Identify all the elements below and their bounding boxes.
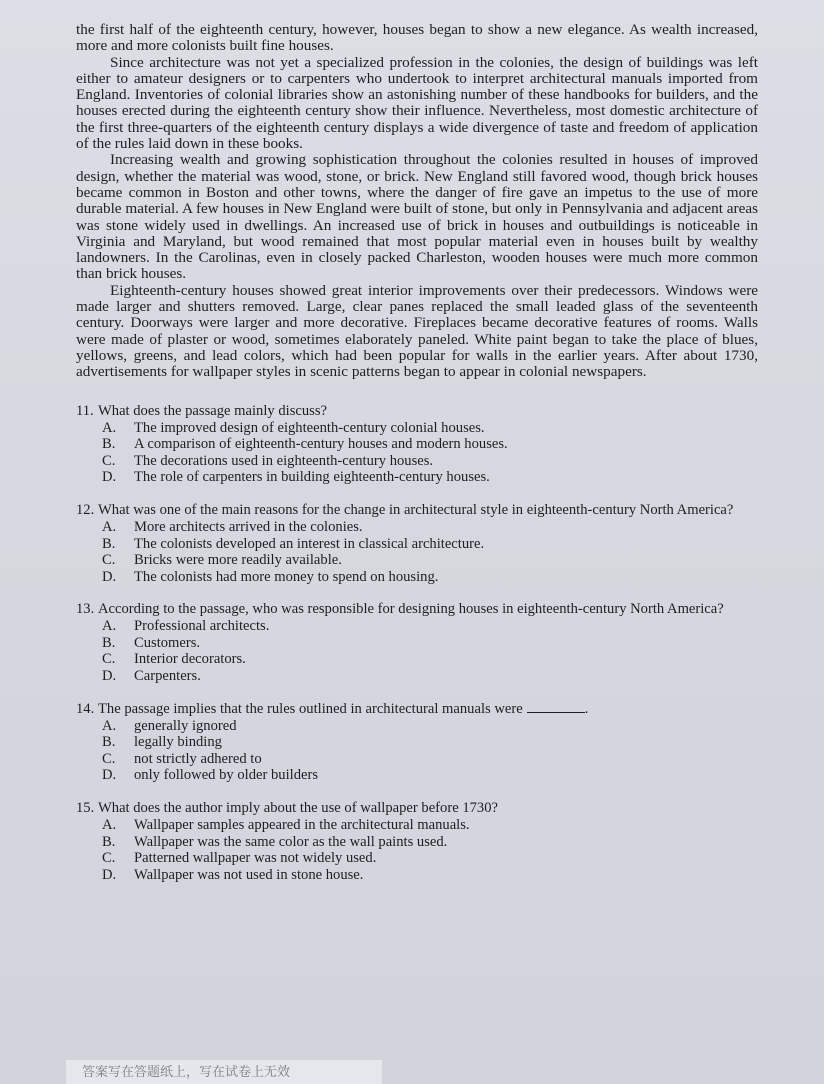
- passage-paragraph-4: Eighteenth-century houses showed great interior improvements over their predecessors. Windows were made larger and shutters removed. Large, clear panes replaced the small leaded glass of the seventeenth century. Doorways were larger and more decorative. Fireplaces became decorative features of rooms. Walls were made of plaster or wood, sometimes elaborately paneled. White paint began to take the place of blues, yellows, greens, and lead colors, which had been popular for walls in the earlier years. After about 1730, advertisements for wallpaper styles in scenic patterns began to appear in colonial newspapers.: [76, 281, 758, 381]
- option-a: [102, 817, 758, 834]
- option-text: Wallpaper was the same color as the wall paints used.: [134, 833, 448, 850]
- option-letter: B.: [102, 436, 116, 453]
- question-14: [76, 701, 758, 784]
- option-c: [102, 751, 758, 768]
- option-letter: D.: [102, 568, 117, 585]
- option-a: [102, 420, 758, 437]
- option-text: not strictly adhered to: [134, 750, 262, 767]
- option-letter: C.: [102, 552, 116, 569]
- option-letter: A.: [102, 618, 117, 635]
- option-d: [102, 569, 758, 586]
- question-15: [76, 800, 758, 883]
- question-text: According to the passage, who was responsible for designing houses in eighteenth-century North America?: [98, 601, 724, 618]
- option-d: [102, 469, 758, 486]
- question-number: 14.: [76, 700, 95, 717]
- question-text: What was one of the main reasons for the change in architectural style in eighteenth-century North America?: [98, 501, 734, 518]
- option-a: [102, 519, 758, 536]
- answer-sheet-note: 答案写在答题纸上，写在试卷上无效: [66, 1060, 382, 1084]
- option-d: [102, 867, 758, 884]
- option-letter: B.: [102, 634, 116, 651]
- option-text: The colonists had more money to spend on housing.: [134, 568, 439, 585]
- option-text: A comparison of eighteenth-century houses and modern houses.: [134, 436, 508, 453]
- option-letter: A.: [102, 817, 117, 834]
- question-number: 13.: [76, 601, 95, 618]
- passage-paragraph-1: the first half of the eighteenth century, however, houses began to show a new elegance. As wealth increased, more and more colonists built fine houses.: [76, 21, 758, 55]
- option-text: only followed by older builders: [134, 767, 319, 784]
- question-stem: [76, 403, 758, 420]
- option-c: [102, 850, 758, 867]
- question-number: 11.: [76, 402, 94, 419]
- option-letter: C.: [102, 651, 116, 668]
- option-text: The role of carpenters in building eighteenth-century houses.: [134, 469, 490, 486]
- option-letter: C.: [102, 452, 116, 469]
- option-text: Professional architects.: [134, 618, 270, 635]
- option-letter: D.: [102, 668, 117, 685]
- question-12: [76, 502, 758, 585]
- option-list: [76, 519, 758, 585]
- option-list: [76, 618, 758, 684]
- option-list: [76, 817, 758, 883]
- option-letter: B.: [102, 535, 116, 552]
- option-text: Bricks were more readily available.: [134, 552, 342, 569]
- option-a: [102, 618, 758, 635]
- option-text: More architects arrived in the colonies.: [134, 518, 363, 535]
- question-stem: [76, 601, 758, 618]
- option-text: The colonists developed an interest in classical architecture.: [134, 535, 485, 552]
- option-text: generally ignored: [134, 717, 237, 734]
- option-c: [102, 552, 758, 569]
- option-text: The decorations used in eighteenth-century houses.: [134, 452, 434, 469]
- option-letter: C.: [102, 750, 116, 767]
- option-letter: D.: [102, 767, 117, 784]
- question-number: 15.: [76, 800, 95, 817]
- option-letter: D.: [102, 866, 117, 883]
- question-text: The passage implies that the rules outlined in architectural manuals were: [98, 700, 523, 717]
- option-letter: A.: [102, 419, 117, 436]
- question-stem: [76, 701, 758, 718]
- option-text: Customers.: [134, 634, 201, 651]
- question-stem: [76, 800, 758, 817]
- question-number: 12.: [76, 501, 95, 518]
- question-stem-end: .: [584, 700, 589, 717]
- option-text: legally binding: [134, 734, 222, 751]
- option-letter: C.: [102, 850, 116, 867]
- option-b: [102, 536, 758, 553]
- option-list: [76, 718, 758, 784]
- option-b: [102, 834, 758, 851]
- option-d: [102, 668, 758, 685]
- option-text: Interior decorators.: [134, 651, 246, 668]
- option-b: [102, 734, 758, 751]
- option-b: [102, 436, 758, 453]
- option-c: [102, 651, 758, 668]
- option-c: [102, 453, 758, 470]
- option-text: Wallpaper was not used in stone house.: [134, 866, 364, 883]
- question-text: What does the passage mainly discuss?: [98, 402, 327, 419]
- option-d: [102, 767, 758, 784]
- option-letter: A.: [102, 717, 117, 734]
- option-text: Patterned wallpaper was not widely used.: [134, 850, 377, 867]
- option-letter: A.: [102, 518, 117, 535]
- option-letter: D.: [102, 469, 117, 486]
- option-text: Wallpaper samples appeared in the architectural manuals.: [134, 817, 470, 834]
- passage-paragraph-2: Since architecture was not yet a specialized profession in the colonies, the design of buildings was left either to amateur designers or to carpenters who undertook to interpret architectural manuals imported from England. Inventories of colonial libraries show an astonishing number of these handbooks for builders, and the houses erected during the eighteenth century show their influence. Nevertheless, most domestic architecture of the first three-quarters of the eighteenth century displays a wide divergence of taste and freedom of application of the rules laid down in these books.: [76, 53, 758, 153]
- question-stem: [76, 502, 758, 519]
- option-text: Carpenters.: [134, 668, 201, 685]
- passage-paragraph-3: Increasing wealth and growing sophistication throughout the colonies resulted in houses of improved design, whether the material was wood, stone, or brick. New England still favored wood, though brick houses became common in Boston and other towns, where the danger of fire gave an impetus to the use of more durable material. A few houses in New England were built of stone, but only in Pennsylvania and adjacent areas was stone widely used in dwellings. An increased use of brick in houses and outbuildings is noticeable in Virginia and Maryland, but wood remained that most popular material even in houses built by wealthy landowners. In the Carolinas, even in closely packed Charleston, wooden houses were much more common than brick houses.: [76, 151, 758, 283]
- option-letter: B.: [102, 734, 116, 751]
- option-list: [76, 420, 758, 486]
- reading-passage: [76, 22, 758, 381]
- question-13: [76, 601, 758, 684]
- option-a: [102, 718, 758, 735]
- option-b: [102, 635, 758, 652]
- question-text: What does the author imply about the use of wallpaper before 1730?: [98, 800, 498, 817]
- option-letter: B.: [102, 833, 116, 850]
- option-text: The improved design of eighteenth-century colonial houses.: [134, 419, 485, 436]
- question-list: [76, 403, 758, 884]
- question-11: [76, 403, 758, 486]
- answer-blank: [527, 712, 585, 713]
